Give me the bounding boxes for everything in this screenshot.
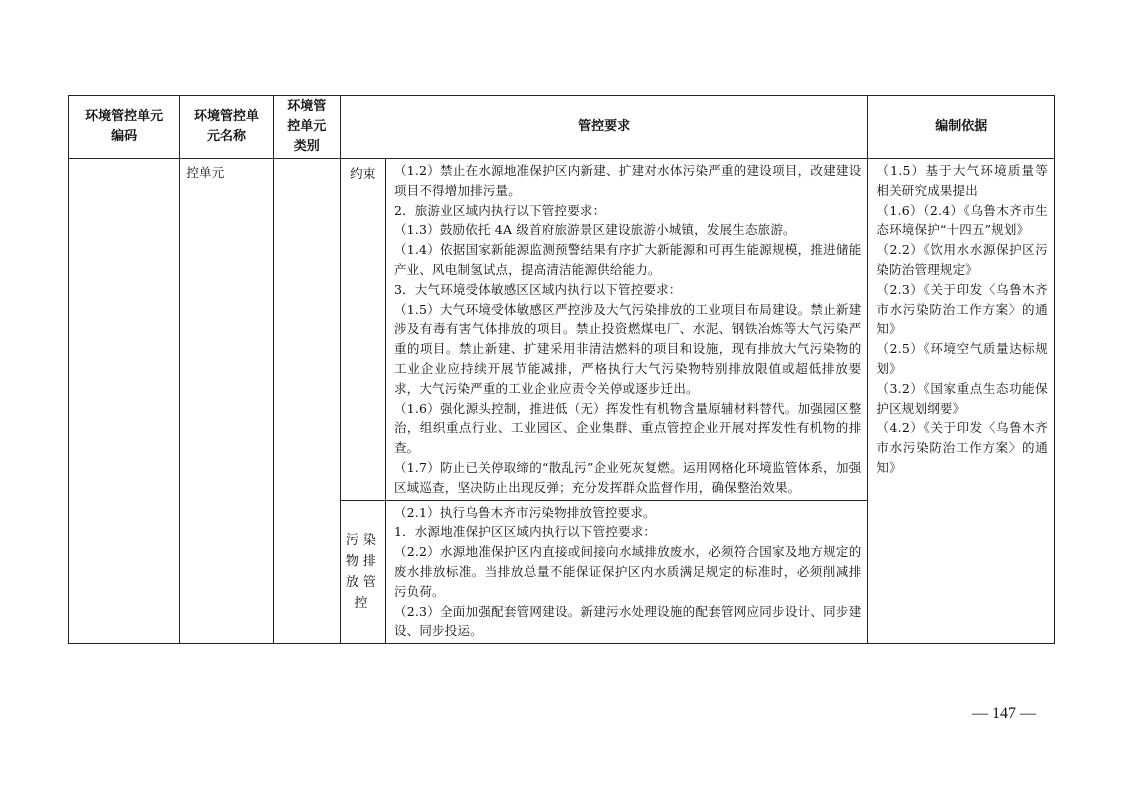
- requirement-line: （1.5）大气环境受体敏感区严控涉及大气污染排放的工业项目布局建设。禁止新建涉及有毒有害气体排放的项目。禁止投资燃煤电厂、水泥、钢铁冶炼等大气污染严重的项目。禁止新建、扩建采用非清洁燃料的项目和设施，现有排放大气污染物的工业企业应持续开展节能减排，严格执行大气污染物特别排放限值或超低排放要求，大气污染严重的工业企业应责令关停或逐步迁出。: [393, 301, 862, 396]
- basis-line: （3.2）《国家重点生态功能保护区规划纲要》: [876, 380, 1048, 416]
- discharge-requirements: [385, 500, 867, 644]
- requirement-line: （2.3）全面加强配套管网建设。新建污水处理设施的配套管网应同步设计、同步建设、同步投运。: [393, 603, 862, 639]
- constraint-requirements: [385, 159, 867, 501]
- requirement-line: （1.7）防止已关停取缔的“散乱污”企业死灰复燃。运用网格化环境监管体系，加强区域巡查，坚决防止出现反弹；充分发挥群众监督作用，确保整治效果。: [393, 459, 862, 495]
- page-number: — 147 —: [972, 705, 1036, 722]
- section-label-text: 污染物排放管控: [345, 532, 380, 611]
- basis-cell: [868, 159, 1055, 644]
- requirement-line: （1.6）强化源头控制，推进低（无）挥发性有机物含量原辅材料替代。加强园区整治，组织重点行业、工业园区、企业集群、重点管控企业开展对挥发性有机物的排查。: [393, 400, 862, 456]
- header-category: 环境管控单元类别: [273, 96, 340, 159]
- requirement-line: （2.1）执行乌鲁木齐市污染物排放管控要求。: [393, 504, 656, 520]
- header-code: 环境管控单元编码: [69, 96, 180, 159]
- requirement-line: （1.3）鼓励依托 4A 级首府旅游景区建设旅游小城镇，发展生态旅游。: [393, 222, 796, 238]
- unit-name-cell: 控单元: [180, 159, 273, 644]
- basis-line: （2.3）《关于印发〈乌鲁木齐市水污染防治工作方案〉的通知》: [876, 281, 1048, 337]
- basis-line: （2.2）《饮用水水源保护区污染防治管理规定》: [876, 242, 1048, 277]
- unit-category-cell: [273, 159, 340, 644]
- requirement-line: 2．旅游业区域内执行以下管控要求：: [393, 202, 606, 218]
- requirement-line: （1.2）禁止在水源地准保护区内新建、扩建对水体污染严重的建设项目，改建建设项目不得增加排污量。: [393, 163, 862, 198]
- basis-line: （4.2）《关于印发〈乌鲁木齐市水污染防治工作方案〉的通知》: [876, 420, 1048, 475]
- section-label-constraint: 约束: [340, 159, 385, 501]
- requirement-line: 3．大气环境受体敏感区区域内执行以下管控要求：: [393, 281, 682, 297]
- unit-code-cell: [69, 159, 180, 644]
- basis-line: （2.5）《环境空气质量达标规划》: [876, 341, 1048, 376]
- section-label-pollutant-discharge: [340, 500, 385, 644]
- header-name: 环境管控单元名称: [180, 96, 273, 159]
- control-unit-table: [68, 95, 1055, 644]
- header-basis: 编制依据: [868, 96, 1055, 159]
- header-row: [69, 96, 1055, 159]
- requirement-line: （1.4）依据国家新能源监测预警结果有序扩大新能源和可再生能源规模，推进储能产业、风电制氢试点，提高清洁能源供给能力。: [393, 242, 862, 277]
- basis-line: （1.6）（2.4）《乌鲁木齐市生态环境保护“十四五”规划》: [876, 202, 1048, 238]
- basis-line: （1.5）基于大气环境质量等相关研究成果提出: [876, 163, 1048, 198]
- body-row-1: [69, 159, 1055, 501]
- requirement-line: 1．水源地准保护区区域内执行以下管控要求：: [393, 524, 657, 540]
- header-requirements: 管控要求: [340, 96, 868, 159]
- requirement-line: （2.2）水源地准保护区内直接或间接向水域排放废水，必须符合国家及地方规定的废水排放标准。当排放总量不能保证保护区内水质满足规定的标准时，必须削减排污负荷。: [393, 544, 862, 599]
